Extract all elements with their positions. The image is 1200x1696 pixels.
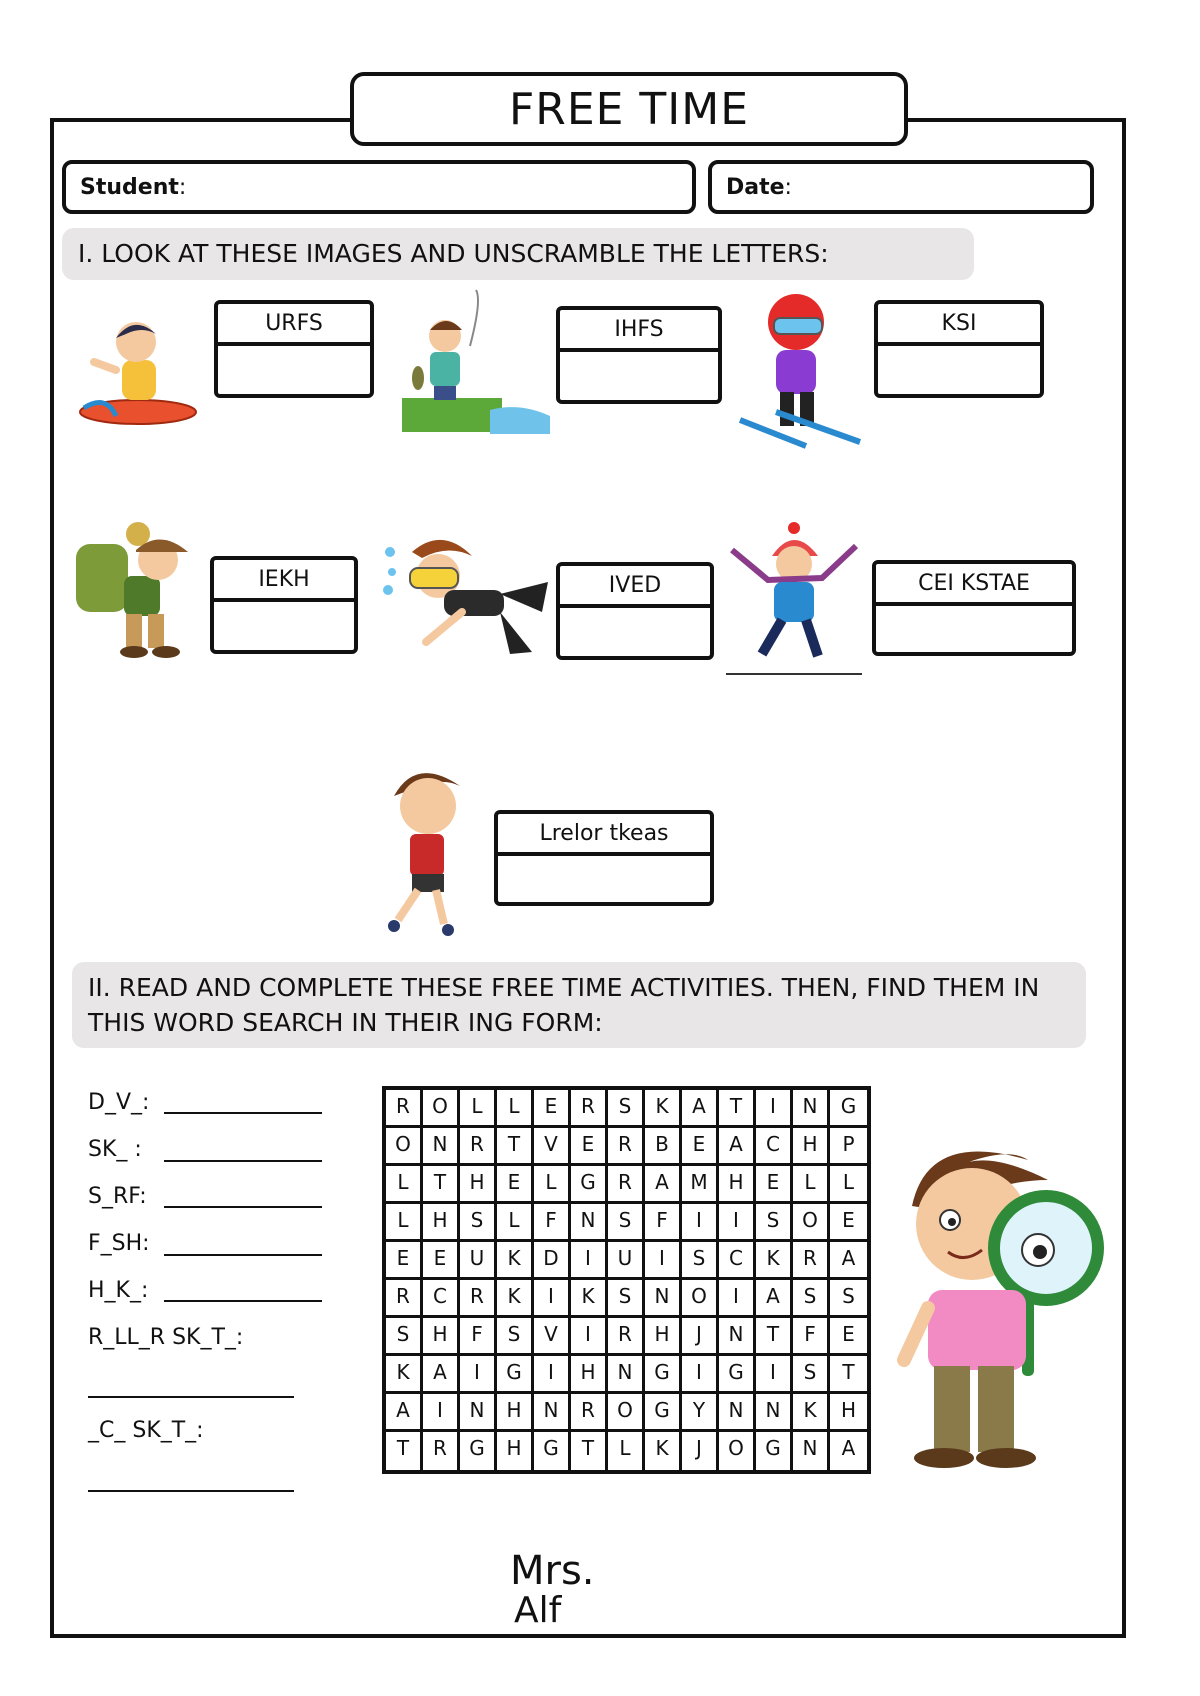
word-search-cell[interactable]: T	[423, 1166, 460, 1204]
word-search-cell[interactable]: N	[608, 1356, 645, 1394]
word-search-cell[interactable]: T	[386, 1432, 423, 1470]
word-search-cell[interactable]: G	[460, 1432, 497, 1470]
word-search-cell[interactable]: L	[460, 1090, 497, 1128]
answer-box-5[interactable]	[556, 562, 714, 660]
answer-box-3[interactable]	[874, 300, 1044, 398]
scramble-label-6: CEI KSTAE	[876, 564, 1072, 606]
word-search-cell[interactable]: A	[386, 1394, 423, 1432]
word-search-cell[interactable]: K	[645, 1090, 682, 1128]
date-field[interactable]	[708, 160, 1094, 214]
word-search-cell[interactable]: I	[682, 1204, 719, 1242]
word-search-cell[interactable]: B	[645, 1128, 682, 1166]
word-search-cell[interactable]: G	[534, 1432, 571, 1470]
answer-line-1[interactable]	[164, 1112, 322, 1114]
word-search-cell[interactable]: H	[460, 1166, 497, 1204]
word-search-cell[interactable]: E	[497, 1166, 534, 1204]
completion-item-3: S_RF:	[88, 1184, 147, 1209]
teacher-signature-cut: Alf	[514, 1590, 562, 1631]
word-search-cell[interactable]: E	[830, 1204, 867, 1242]
word-search-cell[interactable]: L	[497, 1090, 534, 1128]
word-search-cell[interactable]: R	[793, 1242, 830, 1280]
answer-box-6[interactable]	[872, 560, 1076, 656]
word-search-cell[interactable]: L	[830, 1166, 867, 1204]
completion-item-7: _C_ SK_T_:	[88, 1418, 204, 1443]
word-search-cell[interactable]: S	[608, 1204, 645, 1242]
word-search-cell[interactable]: G	[497, 1356, 534, 1394]
word-search-cell[interactable]: T	[719, 1090, 756, 1128]
teacher-signature: Mrs.	[510, 1548, 595, 1594]
ice-skating-girl-image	[722, 520, 864, 676]
section-1-heading: I. LOOK AT THESE IMAGES AND UNSCRAMBLE THE LETTERS:	[62, 228, 974, 280]
word-search-cell[interactable]: S	[830, 1280, 867, 1318]
date-colon: :	[784, 174, 792, 200]
word-search-cell[interactable]: N	[756, 1394, 793, 1432]
word-search-cell[interactable]: R	[386, 1280, 423, 1318]
word-search-cell[interactable]: S	[608, 1090, 645, 1128]
word-search-cell[interactable]: R	[460, 1280, 497, 1318]
word-search-cell[interactable]: R	[571, 1394, 608, 1432]
word-search-cell[interactable]: Y	[682, 1394, 719, 1432]
word-search-cell[interactable]: H	[423, 1318, 460, 1356]
word-search-cell[interactable]: R	[608, 1318, 645, 1356]
completion-item-6: R_LL_R SK_T_:	[88, 1325, 244, 1350]
completion-item-4: F_SH:	[88, 1231, 150, 1256]
word-search-cell[interactable]: K	[571, 1280, 608, 1318]
word-search-cell[interactable]: A	[841, 1436, 856, 1460]
word-search-cell[interactable]: S	[793, 1280, 830, 1318]
word-search-cell[interactable]: T	[497, 1128, 534, 1166]
student-label: Student	[80, 174, 179, 200]
student-colon: :	[178, 174, 187, 200]
word-search-cell[interactable]: I	[645, 1242, 682, 1280]
word-search-cell[interactable]: N	[719, 1394, 756, 1432]
skiing-kid-image	[736, 292, 864, 448]
word-search-cell[interactable]: J	[682, 1318, 719, 1356]
word-search-cell[interactable]: N	[793, 1432, 830, 1470]
word-search-cell[interactable]: N	[793, 1090, 830, 1128]
word-search-cell[interactable]: T	[756, 1318, 793, 1356]
word-search-cell[interactable]: R	[608, 1166, 645, 1204]
word-search-cell[interactable]: I	[571, 1242, 608, 1280]
answer-box-7[interactable]	[494, 810, 714, 906]
word-search-cell[interactable]: I	[719, 1204, 756, 1242]
word-search-cell[interactable]: K	[497, 1242, 534, 1280]
word-search-cell[interactable]: G	[756, 1432, 793, 1470]
scramble-label-2: IHFS	[560, 310, 718, 352]
word-search-cell[interactable]: H	[497, 1432, 534, 1470]
word-search-cell[interactable]: L	[386, 1166, 423, 1204]
word-search-cell[interactable]: K	[497, 1280, 534, 1318]
word-search-cell[interactable]: A	[830, 1242, 867, 1280]
word-search-cell[interactable]: K	[756, 1242, 793, 1280]
word-search-cell[interactable]: S	[682, 1242, 719, 1280]
word-search-cell[interactable]: J	[682, 1432, 719, 1470]
word-search-cell[interactable]: F	[460, 1318, 497, 1356]
word-search-cell[interactable]: L	[534, 1166, 571, 1204]
word-search-cell[interactable]: L	[386, 1204, 423, 1242]
scramble-label-7: Lrelor tkeas	[498, 814, 710, 856]
word-search-cell[interactable]: E	[682, 1128, 719, 1166]
word-search-cell[interactable]: G	[645, 1356, 682, 1394]
answer-line-6[interactable]	[88, 1396, 294, 1398]
word-search-cell[interactable]: N	[534, 1394, 571, 1432]
word-search-cell[interactable]: A	[756, 1280, 793, 1318]
word-search-cell[interactable]: S	[756, 1204, 793, 1242]
word-search-cell[interactable]: H	[793, 1128, 830, 1166]
word-search-cell[interactable]: I	[682, 1356, 719, 1394]
word-search-cell[interactable]: O	[719, 1432, 756, 1470]
word-search-cell[interactable]: M	[682, 1166, 719, 1204]
scramble-label-1: URFS	[218, 304, 370, 346]
scramble-label-3: KSI	[878, 304, 1040, 346]
word-search-cell[interactable]: R	[460, 1128, 497, 1166]
word-search-cell[interactable]: L	[608, 1432, 645, 1470]
word-search-cell[interactable]: I	[719, 1280, 756, 1318]
word-search-cell[interactable]: N	[460, 1394, 497, 1432]
word-search-cell[interactable]: F	[534, 1204, 571, 1242]
word-search-cell[interactable]: A	[682, 1090, 719, 1128]
word-search-cell[interactable]: E	[830, 1318, 867, 1356]
word-search-cell[interactable]: H	[423, 1204, 460, 1242]
word-search-cell[interactable]: I	[756, 1090, 793, 1128]
word-search-cell[interactable]: E	[423, 1242, 460, 1280]
worksheet-title: FREE TIME	[350, 72, 908, 146]
scramble-label-5: IVED	[560, 566, 710, 608]
word-search-cell[interactable]: E	[386, 1242, 423, 1280]
answer-line-3[interactable]	[164, 1206, 322, 1208]
word-search-cell[interactable]: R	[386, 1090, 423, 1128]
answer-line-5[interactable]	[164, 1300, 322, 1302]
word-search-cell[interactable]: G	[645, 1394, 682, 1432]
word-search-cell[interactable]: F	[793, 1318, 830, 1356]
completion-item-2: SK_ :	[88, 1137, 142, 1162]
word-search-cell[interactable]: A	[423, 1356, 460, 1394]
word-search-cell[interactable]: L	[497, 1204, 534, 1242]
word-search-cell[interactable]: I	[534, 1280, 571, 1318]
word-search-cell[interactable]: A	[645, 1166, 682, 1204]
word-search-cell[interactable]: K	[386, 1356, 423, 1394]
date-label: Date	[726, 174, 785, 200]
answer-box-4[interactable]	[210, 556, 358, 654]
word-search-cell[interactable]: I	[756, 1356, 793, 1394]
completion-item-5: H_K_:	[88, 1278, 149, 1303]
answer-line-4[interactable]	[164, 1254, 322, 1256]
word-search-cell[interactable]: C	[423, 1280, 460, 1318]
word-search-cell[interactable]: H	[645, 1318, 682, 1356]
word-search-cell[interactable]: E	[571, 1128, 608, 1166]
word-search-cell[interactable]: F	[645, 1204, 682, 1242]
detective-boy-magnifier-image	[898, 1140, 1108, 1482]
word-search-cell[interactable]: I	[534, 1356, 571, 1394]
word-search-cell[interactable]: I	[460, 1356, 497, 1394]
word-search-cell[interactable]: R	[571, 1090, 608, 1128]
answer-line-2[interactable]	[164, 1160, 322, 1162]
word-search-cell[interactable]: E	[756, 1166, 793, 1204]
word-search-cell[interactable]: N	[571, 1204, 608, 1242]
word-search-cell[interactable]: I	[423, 1394, 460, 1432]
word-search-cell[interactable]: S	[497, 1318, 534, 1356]
word-search-cell[interactable]: G	[719, 1356, 756, 1394]
word-search-cell[interactable]: N	[719, 1318, 756, 1356]
word-search-cell[interactable]: A	[719, 1128, 756, 1166]
word-search-cell[interactable]: H	[571, 1356, 608, 1394]
word-search-cell[interactable]: S	[608, 1280, 645, 1318]
word-search-cell[interactable]: V	[534, 1128, 571, 1166]
student-field[interactable]	[62, 160, 696, 214]
word-search-cell[interactable]: C	[719, 1242, 756, 1280]
word-search-cell[interactable]: G	[830, 1090, 867, 1128]
word-search-cell[interactable]: P	[830, 1128, 867, 1166]
word-search-cell[interactable]: S	[386, 1318, 423, 1356]
word-search-cell[interactable]: H	[497, 1394, 534, 1432]
section-2-heading: II. READ AND COMPLETE THESE FREE TIME ACTIVITIES. THEN, FIND THEM IN THIS WORD SEARCH IN THEIR ING FORM:	[72, 962, 1086, 1048]
word-search-cell[interactable]: O	[386, 1128, 423, 1166]
word-search-cell[interactable]: N	[423, 1128, 460, 1166]
word-search-cell[interactable]: I	[571, 1318, 608, 1356]
completion-item-1: D_V_:	[88, 1090, 150, 1115]
word-search-cell[interactable]: H	[719, 1166, 756, 1204]
word-search-cell[interactable]: K	[645, 1432, 682, 1470]
word-search-cell[interactable]: T	[830, 1356, 867, 1394]
word-search-cell[interactable]: K	[793, 1394, 830, 1432]
word-search-cell[interactable]: E	[534, 1090, 571, 1128]
word-search-cell[interactable]: V	[534, 1318, 571, 1356]
scramble-label-4: IEKH	[214, 560, 354, 602]
diving-boy-image	[382, 532, 552, 662]
surfing-boy-image	[76, 308, 206, 432]
word-search-cell[interactable]: G	[571, 1166, 608, 1204]
word-search-cell[interactable]: D	[534, 1242, 571, 1280]
word-search-cell[interactable]: O	[423, 1090, 460, 1128]
answer-box-2[interactable]	[556, 306, 722, 404]
word-search-cell[interactable]: S	[460, 1204, 497, 1242]
word-search-cell[interactable]: R	[608, 1128, 645, 1166]
word-search-cell[interactable]: H	[830, 1394, 867, 1432]
word-search-cell[interactable]: T	[571, 1432, 608, 1470]
word-search-grid[interactable]	[382, 1086, 871, 1474]
word-search-cell[interactable]: N	[645, 1280, 682, 1318]
word-search-cell[interactable]: L	[793, 1166, 830, 1204]
answer-box-1[interactable]	[214, 300, 374, 398]
word-search-cell[interactable]: R	[423, 1432, 460, 1470]
hiking-boy-image	[70, 520, 208, 660]
word-search-cell[interactable]: O	[608, 1394, 645, 1432]
fishing-boy-image	[400, 290, 552, 434]
word-search-cell[interactable]: U	[460, 1242, 497, 1280]
word-search-cell[interactable]: C	[756, 1128, 793, 1166]
word-search-cell[interactable]: S	[793, 1356, 830, 1394]
word-search-cell[interactable]: O	[793, 1204, 830, 1242]
word-search-cell[interactable]: U	[608, 1242, 645, 1280]
answer-line-7[interactable]	[88, 1490, 294, 1492]
word-search-cell[interactable]: O	[682, 1280, 719, 1318]
roller-skating-boy-image	[380, 760, 476, 936]
